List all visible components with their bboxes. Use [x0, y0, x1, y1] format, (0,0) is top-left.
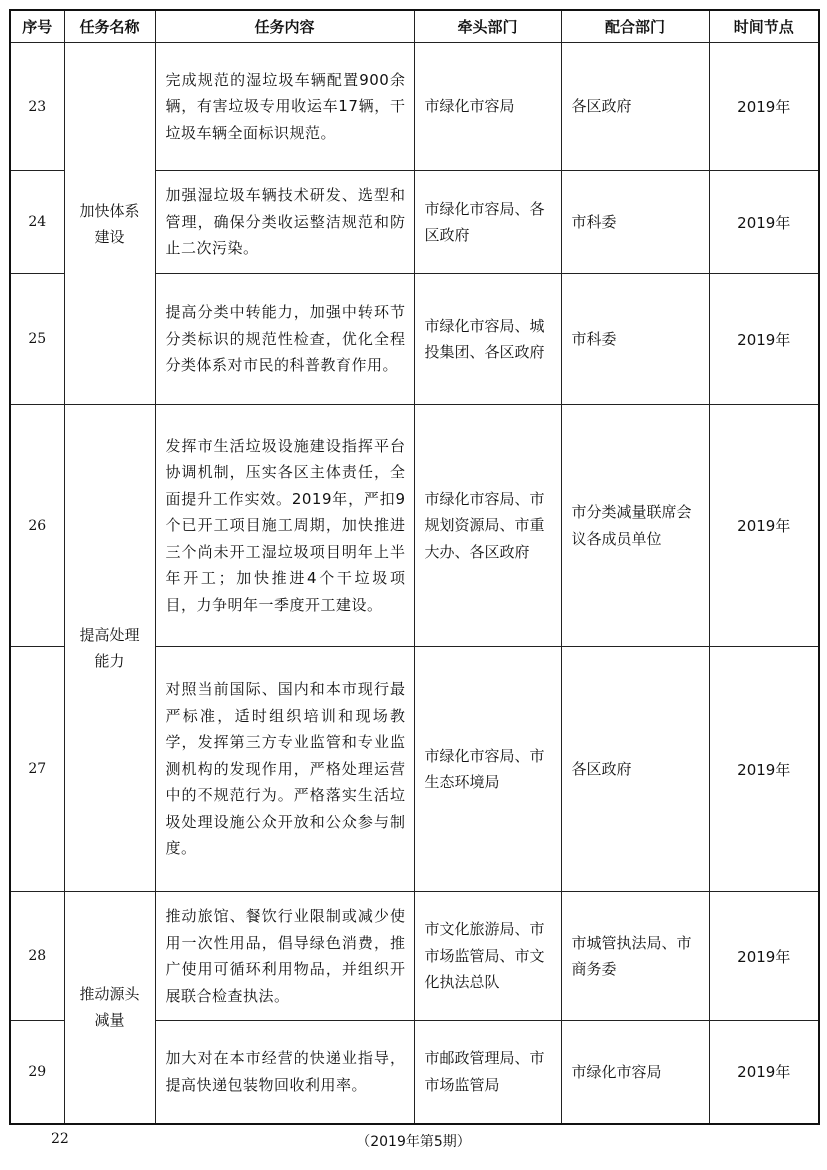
lead-dept: 市文化旅游局、市市场监管局、市文化执法总队 — [414, 892, 561, 1021]
time-node: 2019年 — [709, 1021, 819, 1124]
header-time: 时间节点 — [709, 10, 819, 43]
header-lead-dept: 牵头部门 — [414, 10, 561, 43]
task-content: 加强湿垃圾车辆技术研发、选型和管理，确保分类收运整洁规范和防止二次污染。 — [155, 171, 414, 274]
partner-dept: 市城管执法局、市商务委 — [561, 892, 709, 1021]
partner-dept: 市绿化市容局 — [561, 1021, 709, 1124]
task-content: 发挥市生活垃圾设施建设指挥平台协调机制，压实各区主体责任，全面提升工作实效。2019年，严扣9个已开工项目施工周期，加快推进三个尚未开工湿垃圾项目明年上半年开工；加快推进4个干垃圾项目，力争明年一季度开工建设。 — [155, 405, 414, 647]
header-number: 序号 — [10, 10, 64, 43]
partner-dept: 各区政府 — [561, 647, 709, 892]
task-content: 加大对在本市经营的快递业指导，提高快递包装物回收利用率。 — [155, 1021, 414, 1124]
partner-dept: 市科委 — [561, 274, 709, 405]
time-node: 2019年 — [709, 892, 819, 1021]
row-number: 28 — [10, 892, 64, 1021]
header-partner-dept: 配合部门 — [561, 10, 709, 43]
task-content: 对照当前国际、国内和本市现行最严标准，适时组织培训和现场教学，发挥第三方专业监管和专业监测机构的发现作用，严格处理运营中的不规范行为。严格落实生活垃圾处理设施公众开放和公众参与制度。 — [155, 647, 414, 892]
lead-dept: 市绿化市容局、市生态环境局 — [414, 647, 561, 892]
lead-dept: 市绿化市容局、各区政府 — [414, 171, 561, 274]
header-task-name: 任务名称 — [64, 10, 155, 43]
time-node: 2019年 — [709, 274, 819, 405]
time-node: 2019年 — [709, 647, 819, 892]
lead-dept: 市绿化市容局、城投集团、各区政府 — [414, 274, 561, 405]
row-number: 23 — [10, 43, 64, 171]
task-group-name: 加快体系 建设 — [64, 43, 155, 405]
header-task-content: 任务内容 — [155, 10, 414, 43]
partner-dept: 各区政府 — [561, 43, 709, 171]
lead-dept: 市邮政管理局、市市场监管局 — [414, 1021, 561, 1124]
row-number: 25 — [10, 274, 64, 405]
issue-label: （2019年第5期） — [356, 1134, 471, 1150]
row-number: 29 — [10, 1021, 64, 1124]
partner-dept: 市科委 — [561, 171, 709, 274]
task-content: 推动旅馆、餐饮行业限制或减少使用一次性用品，倡导绿色消费，推广使用可循环利用物品，并组织开展联合检查执法。 — [155, 892, 414, 1021]
row-number: 26 — [10, 405, 64, 647]
time-node: 2019年 — [709, 43, 819, 171]
task-content: 提高分类中转能力，加强中转环节分类标识的规范性检查，优化全程分类体系对市民的科普教育作用。 — [155, 274, 414, 405]
table-row — [10, 405, 819, 647]
task-group-name: 推动源头 减量 — [64, 892, 155, 1124]
task-group-name: 提高处理 能力 — [64, 405, 155, 892]
lead-dept: 市绿化市容局 — [414, 43, 561, 171]
time-node: 2019年 — [709, 171, 819, 274]
page-number: 22 — [51, 1131, 69, 1147]
row-number: 24 — [10, 171, 64, 274]
header-row — [10, 10, 819, 43]
task-table — [9, 9, 820, 1125]
partner-dept: 市分类减量联席会议各成员单位 — [561, 405, 709, 647]
table-row — [10, 892, 819, 1021]
row-number: 27 — [10, 647, 64, 892]
task-content: 完成规范的湿垃圾车辆配置900余辆，有害垃圾专用收运车17辆，干垃圾车辆全面标识规范。 — [155, 43, 414, 171]
lead-dept: 市绿化市容局、市规划资源局、市重大办、各区政府 — [414, 405, 561, 647]
table-row — [10, 43, 819, 171]
time-node: 2019年 — [709, 405, 819, 647]
